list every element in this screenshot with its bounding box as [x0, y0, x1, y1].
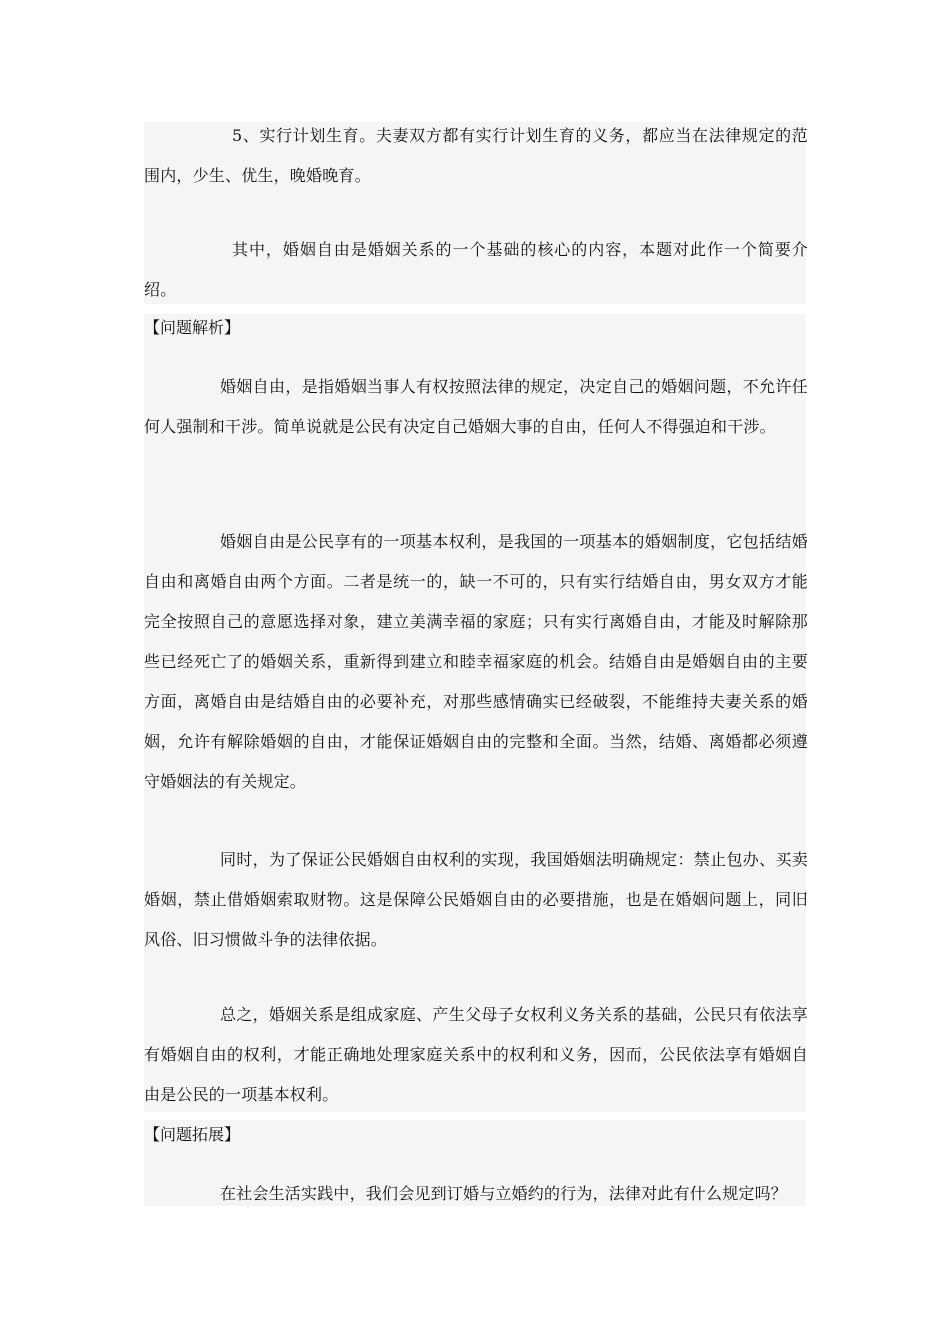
paragraph-family-planning: 5、实行计划生育。夫妻双方都有实行计划生育的义务，都应当在法律规定的范围内，少生、优生，晚婚晚育。 [144, 126, 808, 185]
shaded-heading-band-2 [144, 1120, 806, 1146]
heading-problem-extension: 【问题拓展】 [144, 1125, 241, 1144]
paragraph-prohibitions: 同时，为了保证公民婚姻自由权利的实现，我国婚姻法明确规定：禁止包办、买卖婚姻，禁止借婚姻索取财物。这是保障公民婚姻自由的必要措施，也是在婚姻问题上，同旧风俗、旧习惯做斗争的法律依据。 [144, 850, 808, 949]
shaded-heading-band [144, 314, 806, 340]
paragraph-engagement-question: 在社会生活实践中，我们会见到订婚与立婚约的行为，法律对此有什么规定吗？ [220, 1184, 788, 1203]
paragraph-basic-right: 婚姻自由是公民享有的一项基本权利，是我国的一项基本的婚姻制度，它包括结婚自由和离婚自由两个方面。二者是统一的，缺一不可的，只有实行结婚自由，男女双方才能完全按照自己的意愿选择对象，建立美满幸福的家庭；只有实行离婚自由，才能及时解除那些已经死亡了的婚姻关系，重新得到建立和睦幸福家庭的机会。结婚自由是婚姻自由的主要方面，离婚自由是结婚自由的必要补充，对那些感情确实已经破裂，不能维持夫妻关系的婚姻，允许有解除婚姻的自由，才能保证婚姻自由的完整和全面。当然，结婚、离婚都必须遵守婚姻法的有关规定。 [144, 532, 808, 791]
heading-problem-analysis: 【问题解析】 [144, 318, 241, 337]
paragraph-intro: 其中，婚姻自由是婚姻关系的一个基础的核心的内容，本题对此作一个简要介绍。 [144, 240, 808, 299]
paragraph-summary: 总之，婚姻关系是组成家庭、产生父母子女权利义务关系的基础，公民只有依法享有婚姻自由的权利，才能正确地处理家庭关系中的权利和义务，因而，公民依法享有婚姻自由是公民的一项基本权利。 [144, 1005, 808, 1104]
paragraph-definition: 婚姻自由，是指婚姻当事人有权按照法律的规定，决定自己的婚姻问题，不允许任何人强制和干涉。简单说就是公民有决定自己婚姻大事的自由，任何人不得强迫和干涉。 [144, 377, 808, 436]
